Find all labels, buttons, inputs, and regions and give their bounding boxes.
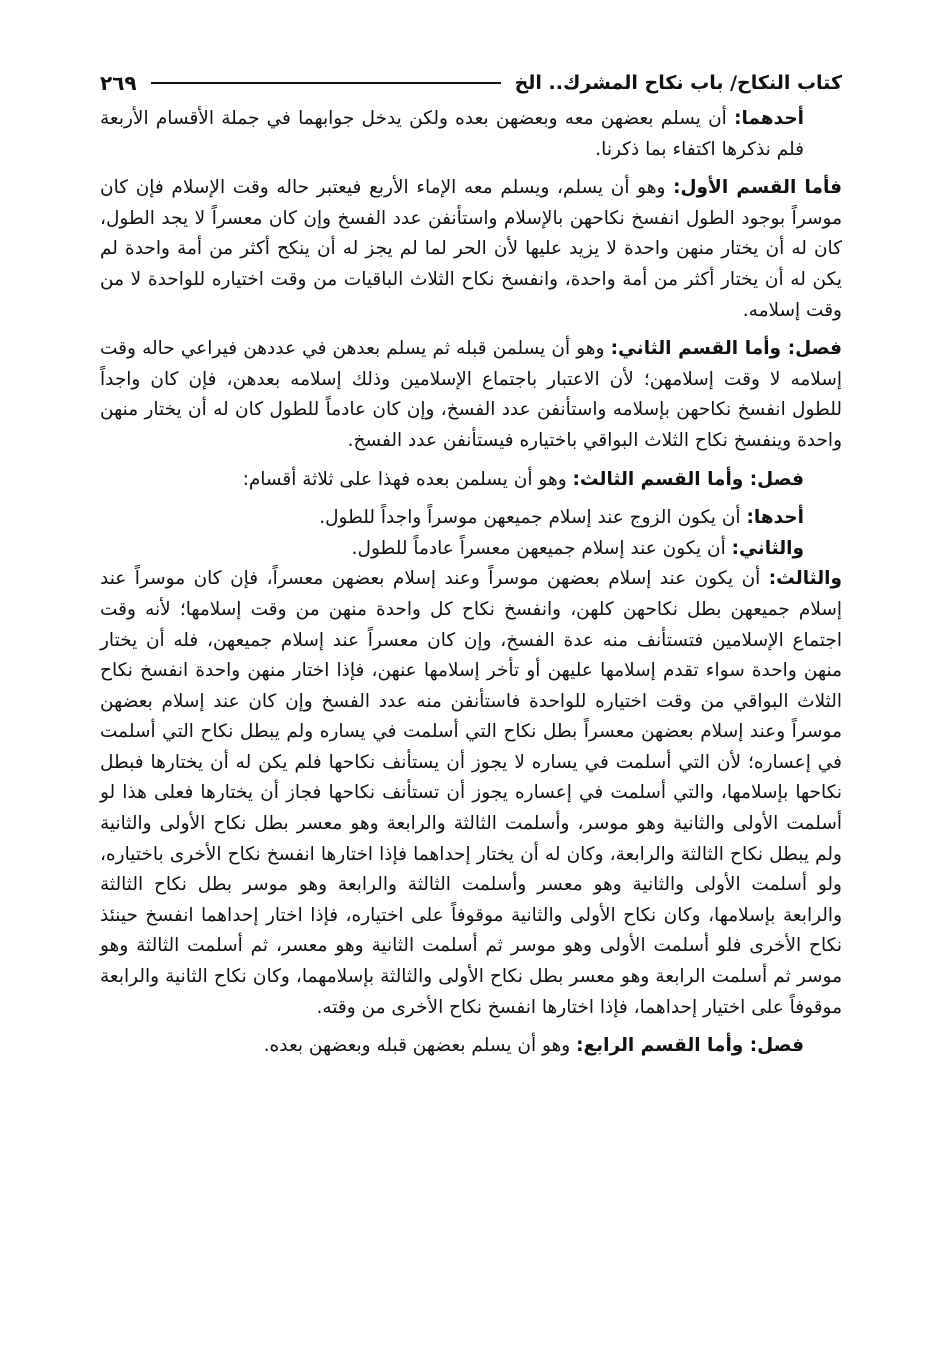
paragraph-3 bbox=[100, 334, 842, 456]
paragraph-3-lead: فصل: وأما القسم الثاني: bbox=[610, 338, 842, 360]
running-title: كتاب النكاح/ باب نكاح المشرك.. الخ bbox=[514, 72, 842, 94]
paragraph-2-text: وهو أن يسلم، ويسلم معه الإماء الأربع فيعتبر حاله وقت الإسلام فإن كان موسراً بوجود الطول انفسخ نكاحهن بالإسلام واستأنفن عدد الفسخ وإن كان معسراً لا يجد الطول، كان له أن يختار منهن واحدة لا يزيد عليها لأن الحر لما لم يجز له أن ينكح أكثر من أمة واحدة لم يكن له أن يختار أكثر من أمة واحدة، وانفسخ نكاح الثلاث الباقيات من وقت اختياره للواحدة لا من وقت إسلامه. bbox=[100, 177, 842, 321]
paragraph-1-lead: أحدهما: bbox=[734, 108, 804, 129]
paragraph-6-lead: والثاني: bbox=[731, 537, 804, 559]
paragraph-7 bbox=[100, 564, 842, 1023]
paragraph-4-text: وهو أن يسلمن بعده فهذا على ثلاثة أقسام: bbox=[242, 468, 573, 490]
paragraph-1 bbox=[100, 104, 842, 165]
page-header bbox=[100, 62, 842, 104]
paragraph-5-lead: أحدها: bbox=[746, 507, 804, 529]
paragraph-8-text: وهو أن يسلم بعضهن قبله وبعضهن بعده. bbox=[263, 1035, 577, 1057]
paragraph-4 bbox=[100, 465, 842, 496]
paragraph-1-text: أن يسلم بعضهن معه وبعضهن بعده ولكن يدخل جوابهما في جملة الأقسام الأربعة فلم نذكرها اكتفاء بما ذكرنا. bbox=[100, 108, 804, 160]
header-rule bbox=[151, 82, 501, 84]
paragraph-5-text: أن يكون الزوج عند إسلام جميعهن موسراً واجداً للطول. bbox=[319, 507, 747, 529]
paragraph-8 bbox=[100, 1031, 842, 1062]
paragraph-2 bbox=[100, 173, 842, 326]
paragraph-6-text: أن يكون عند إسلام جميعهن معسراً عادماً للطول. bbox=[351, 537, 732, 559]
paragraph-3-text: وهو أن يسلمن قبله ثم يسلم بعدهن في عددهن فيراعي حاله وقت إسلامه لا وقت إسلامهن؛ لأن الاعتبار باجتماع الإسلامين وذلك إسلامه بعدهن، فإن كان واجداً للطول انفسخ نكاحهن بإسلامه واستأنفن عدد الفسخ، وإن كان عادماً للطول كان له أن يختار منهن واحدة وينفسخ نكاح الثلاث البواقي باختياره فيستأنفن عدد الفسخ. bbox=[100, 338, 842, 451]
paragraph-5 bbox=[100, 503, 842, 534]
paragraph-8-lead: فصل: وأما القسم الرابع: bbox=[576, 1035, 804, 1057]
paragraph-4-lead: فصل: وأما القسم الثالث: bbox=[572, 468, 804, 490]
book-page bbox=[100, 62, 842, 1062]
paragraph-2-lead: فأما القسم الأول: bbox=[673, 177, 843, 199]
page-number: ٢٦٩ bbox=[100, 71, 137, 95]
paragraph-7-lead: والثالث: bbox=[768, 568, 842, 590]
page-body bbox=[100, 104, 842, 1062]
paragraph-7-text: أن يكون عند إسلام بعضهن موسراً وعند إسلام بعضهن معسراً، فإن كان موسراً عند إسلام جميعهن بطل نكاحهن كلهن، وانفسخ نكاح كل واحدة منهن من وقت إسلامها؛ لأنه وقت اجتماع الإسلامين فتستأنف منه عدة الفسخ، وإن كان معسراً عند إسلام جميعهن، فله أن يختار منهن واحدة سواء تقدم إسلامها عليهن أو تأخر إسلامها عنهن، فإذا اختار منهن واحدة انفسخ نكاح الثلاث البواقي من وقت اختياره للواحدة فاستأنفن منه عدد الفسخ وإن كان عند إسلام بعضهن موسراً وعند إسلام بعضهن معسراً بطل نكاح التي أسلمت في يساره ولم يبطل نكاح التي أسلمت في إعساره؛ لأن التي أسلمت في يساره لا يجوز أن يستأنف نكاحها فلم يكن له أن يختارها فبطل نكاحها بإسلامها، والتي أسلمت في إعساره يجوز أن تستأنف نكاحها فجاز أن يختارها فعلى هذا لو أسلمت الأولى والثانية وهو موسر، وأسلمت الثالثة والرابعة وهو معسر بطل نكاح الأولى والثانية ولم يبطل نكاح الثالثة والرابعة، وكان له أن يختار إحداهما فإذا اختارها انفسخ نكاح الأخرى باختياره، ولو أسلمت الأولى والثانية وهو معسر وأسلمت الثالثة والرابعة وهو موسر بطل نكاح الثالثة والرابعة بإسلامها، وكان نكاح الأولى والثانية موقوفاً على اختياره، فإذا اختار إحداهما انفسخ حينئذ نكاح الأخرى فلو أسلمت الأولى وهو موسر ثم أسلمت الثانية وهو معسر، ثم أسلمت الثالثة وهو موسر ثم أسلمت الرابعة وهو معسر بطل نكاح الأولى والثالثة بإسلامهما، وكان نكاح الثانية والرابعة موقوفاً على اختيار إحداهما، فإذا اختارها انفسخ نكاح الأخرى من وقته. bbox=[100, 568, 842, 1018]
paragraph-6 bbox=[100, 534, 842, 565]
